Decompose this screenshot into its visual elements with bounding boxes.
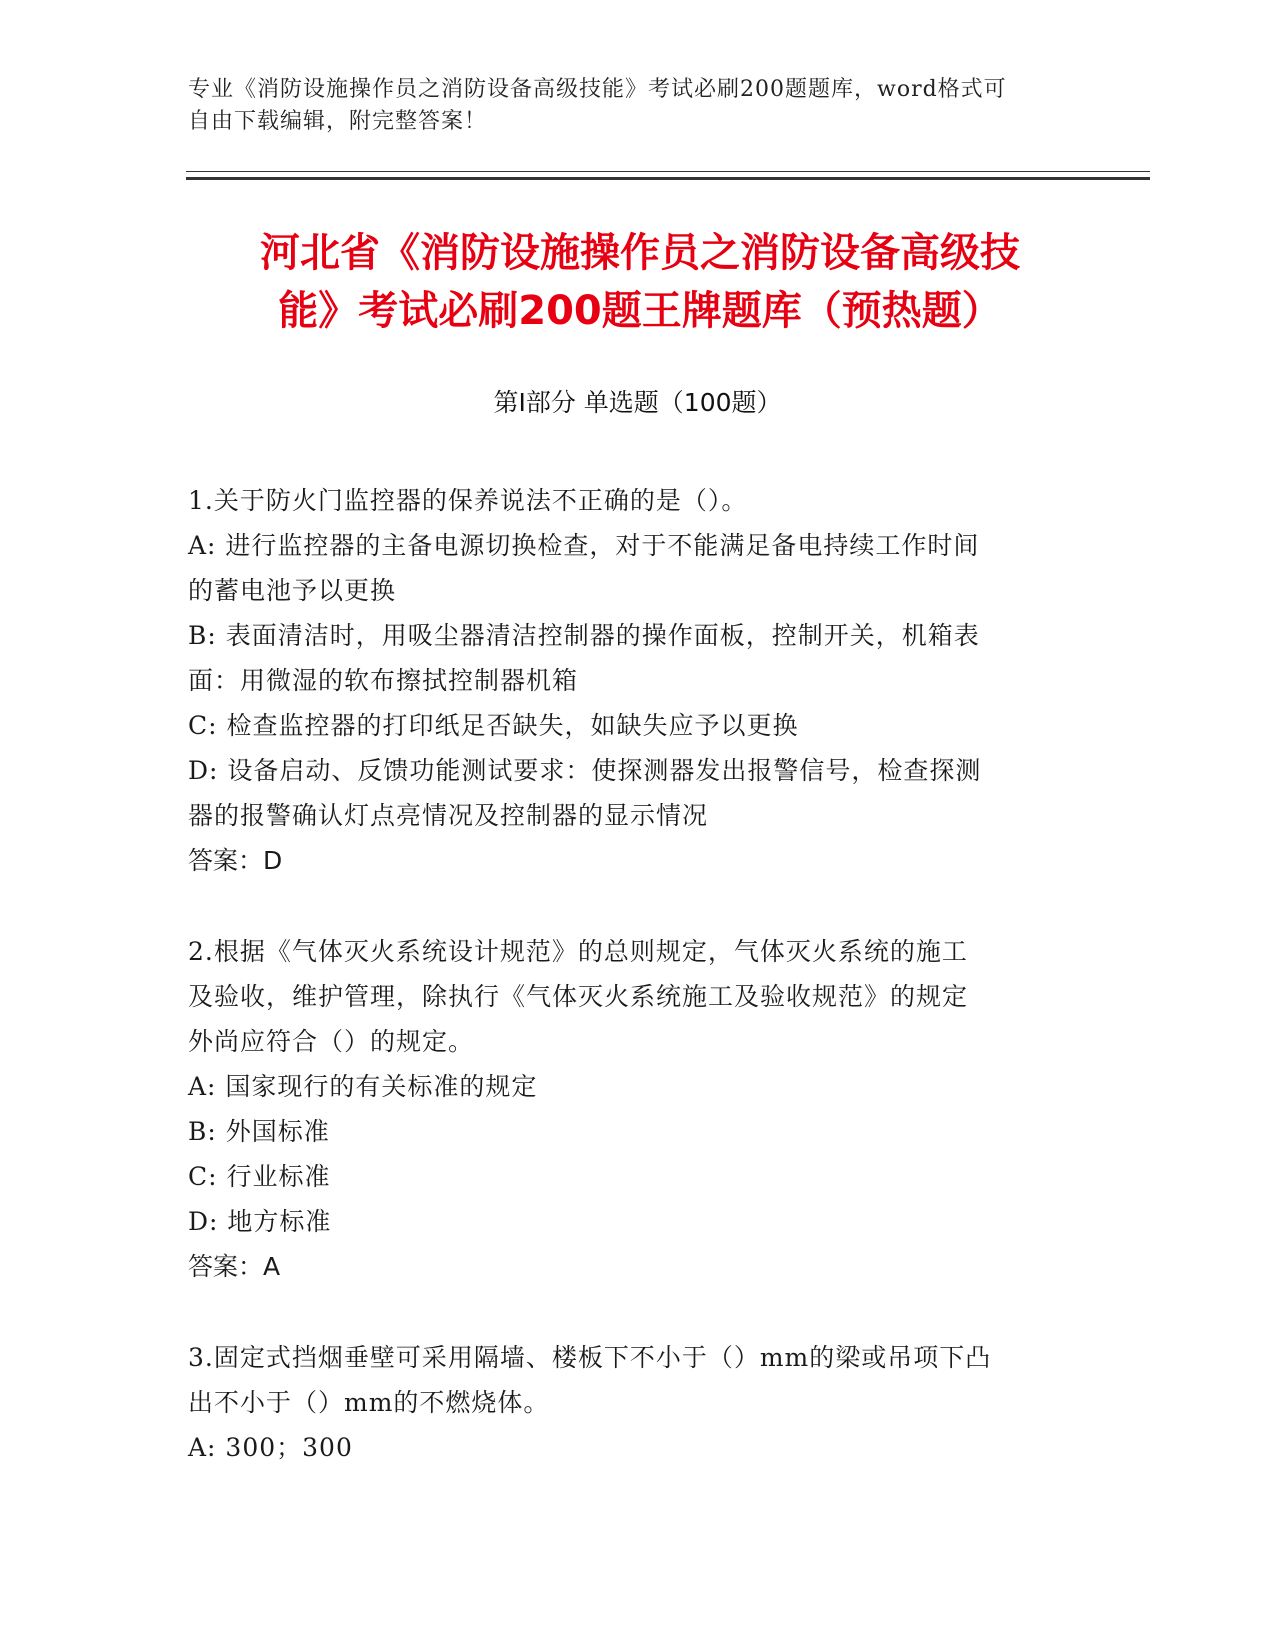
option-b-line: 面：用微湿的软布擦拭控制器机箱 <box>188 666 579 695</box>
option-d-line: 器的报警确认灯点亮情况及控制器的显示情况 <box>188 801 709 830</box>
option-a-line: A: 国家现行的有关标准的规定 <box>188 1072 538 1101</box>
header-note-line-1: 专业《消防设施操作员之消防设备高级技能》考试必刷200题题库，word格式可 <box>188 77 1007 102</box>
option-d-line: D: 设备启动、反馈功能测试要求：使探测器发出报警信号，检查探测 <box>188 756 982 785</box>
question-stem-line: 及验收，维护管理，除执行《气体灭火系统施工及验收规范》的规定 <box>188 982 969 1011</box>
header-divider-thick <box>186 177 1150 180</box>
option-c-line: C: 检查监控器的打印纸足否缺失，如缺失应予以更换 <box>188 711 799 740</box>
question-2 <box>188 929 1068 1289</box>
question-spacer <box>188 1289 1068 1335</box>
question-stem-line: 2.根据《气体灭火系统设计规范》的总则规定，气体灭火系统的施工 <box>188 937 968 966</box>
question-1 <box>188 478 1068 883</box>
option-a-line: 的蓄电池予以更换 <box>188 576 397 605</box>
section-heading: 第I部分 单选题（100题） <box>493 388 782 417</box>
option-c-line: C: 行业标准 <box>188 1162 331 1191</box>
header-divider-thin <box>186 171 1150 172</box>
document-title-line-2: 能》考试必刷200题王牌题库（预热题） <box>278 288 1002 334</box>
answer-line: 答案：A <box>188 1252 281 1281</box>
header-note <box>188 74 1068 138</box>
question-stem-line: 外尚应符合（）的规定。 <box>188 1027 475 1056</box>
question-spacer <box>188 883 1068 929</box>
question-stem-line: 出不小于（）mm的不燃烧体。 <box>188 1388 550 1417</box>
option-d-line: D: 地方标准 <box>188 1207 332 1236</box>
question-stem-line: 3.固定式挡烟垂壁可采用隔墙、楼板下不小于（）mm的梁或吊项下凸 <box>188 1343 992 1372</box>
question-3 <box>188 1335 1068 1470</box>
answer-line: 答案：D <box>188 846 283 875</box>
option-b-line: B: 表面清洁时，用吸尘器清洁控制器的操作面板，控制开关，机箱表 <box>188 621 980 650</box>
document-title <box>160 224 1120 340</box>
option-a-line: A: 300；300 <box>188 1433 353 1462</box>
header-note-line-2: 自由下载编辑，附完整答案！ <box>188 109 488 134</box>
option-b-line: B: 外国标准 <box>188 1117 330 1146</box>
document-title-line-1: 河北省《消防设施操作员之消防设备高级技 <box>260 230 1020 276</box>
option-a-line: A: 进行监控器的主备电源切换检查，对于不能满足备电持续工作时间 <box>188 531 980 560</box>
question-list <box>188 478 1068 1470</box>
question-stem-line: 1.关于防火门监控器的保养说法不正确的是（）。 <box>188 486 748 515</box>
